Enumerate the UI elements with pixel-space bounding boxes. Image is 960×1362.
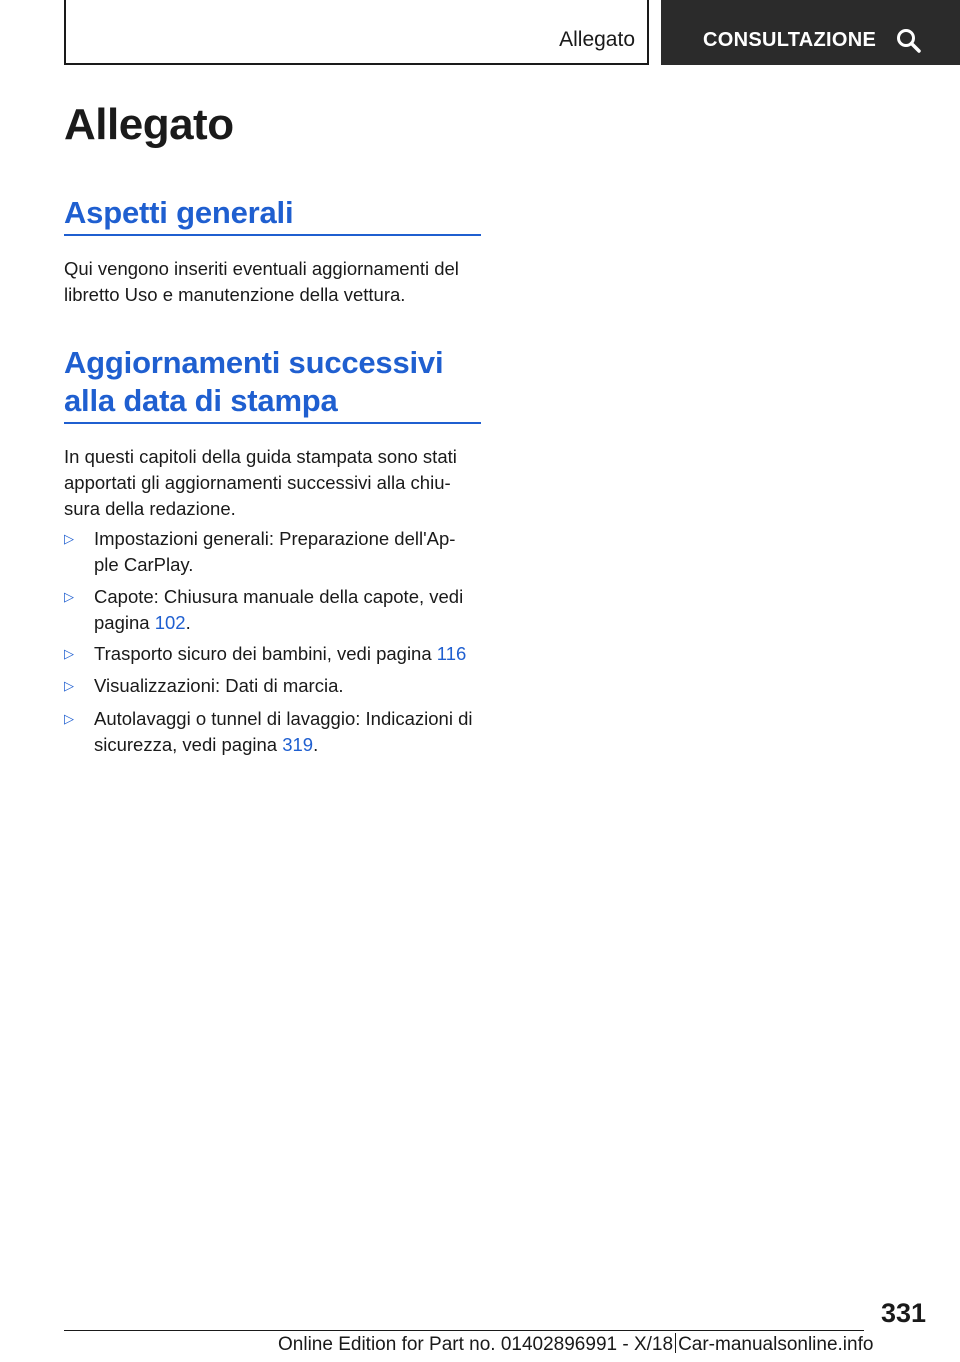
section-heading-aggiornamenti xyxy=(64,344,481,420)
footer-watermark: Car-manualsonline.info xyxy=(678,1334,874,1355)
page-number: 331 xyxy=(880,1298,926,1328)
list-item xyxy=(64,584,484,636)
heading-line: alla data di stampa xyxy=(64,383,338,418)
page-title: Allegato xyxy=(64,100,234,149)
section-rule xyxy=(64,422,481,424)
paragraph-line: apportati gli aggiornamenti successivi alla chiu- xyxy=(64,472,451,493)
list-item xyxy=(64,706,484,758)
list-item-text: ple CarPlay. xyxy=(94,554,194,575)
footer-separator xyxy=(675,1333,676,1353)
heading-line: Aggiornamenti successivi xyxy=(64,345,444,380)
paragraph-line: Qui vengono inseriti eventuali aggiornamenti del xyxy=(64,258,459,279)
list-item-suffix: . xyxy=(185,612,191,633)
list-item-text: Trasporto sicuro dei bambini, vedi pagina xyxy=(94,643,437,664)
header-section-box xyxy=(64,0,649,65)
list-item xyxy=(64,673,484,699)
section-paragraph xyxy=(64,444,484,522)
list-item xyxy=(64,641,484,667)
paragraph-line: sura della redazione. xyxy=(64,498,236,519)
search-icon[interactable] xyxy=(895,27,923,55)
triangle-bullet-icon: ▷ xyxy=(64,711,74,726)
section-heading-aspetti: Aspetti generali xyxy=(64,195,294,230)
section-rule xyxy=(64,234,481,236)
list-item-suffix: . xyxy=(313,734,319,755)
list-item xyxy=(64,526,484,578)
triangle-bullet-icon: ▷ xyxy=(64,646,74,661)
header-chapter-tab[interactable] xyxy=(661,0,960,65)
header-chapter-label: CONSULTAZIONE xyxy=(703,29,877,51)
triangle-bullet-icon: ▷ xyxy=(64,531,74,546)
triangle-bullet-icon: ▷ xyxy=(64,589,74,604)
section-paragraph xyxy=(64,256,484,308)
footer-rule xyxy=(64,1330,864,1331)
page-link-116[interactable]: 116 xyxy=(436,643,467,664)
triangle-bullet-icon: ▷ xyxy=(64,678,74,693)
page-link-102[interactable]: 102 xyxy=(154,612,186,633)
footer-text xyxy=(278,1333,873,1356)
footer-edition: Online Edition for Part no. 01402896991 - X/18 xyxy=(278,1334,674,1355)
list-item-text: Capote: Chiusura manuale della capote, vedi xyxy=(94,586,464,607)
list-item-text: Impostazioni generali: Preparazione dell'Ap- xyxy=(94,528,456,549)
page-link-319[interactable]: 319 xyxy=(282,734,314,755)
list-item-text: pagina xyxy=(94,612,155,633)
paragraph-line: libretto Uso e manutenzione della vettura. xyxy=(64,284,406,305)
paragraph-line: In questi capitoli della guida stampata sono stati xyxy=(64,446,457,467)
list-item-text: Autolavaggi o tunnel di lavaggio: Indicazioni di xyxy=(94,708,473,729)
header-section-label: Allegato xyxy=(559,28,635,51)
list-item-text: sicurezza, vedi pagina xyxy=(94,734,283,755)
list-item-text: Visualizzazioni: Dati di marcia. xyxy=(94,675,344,696)
